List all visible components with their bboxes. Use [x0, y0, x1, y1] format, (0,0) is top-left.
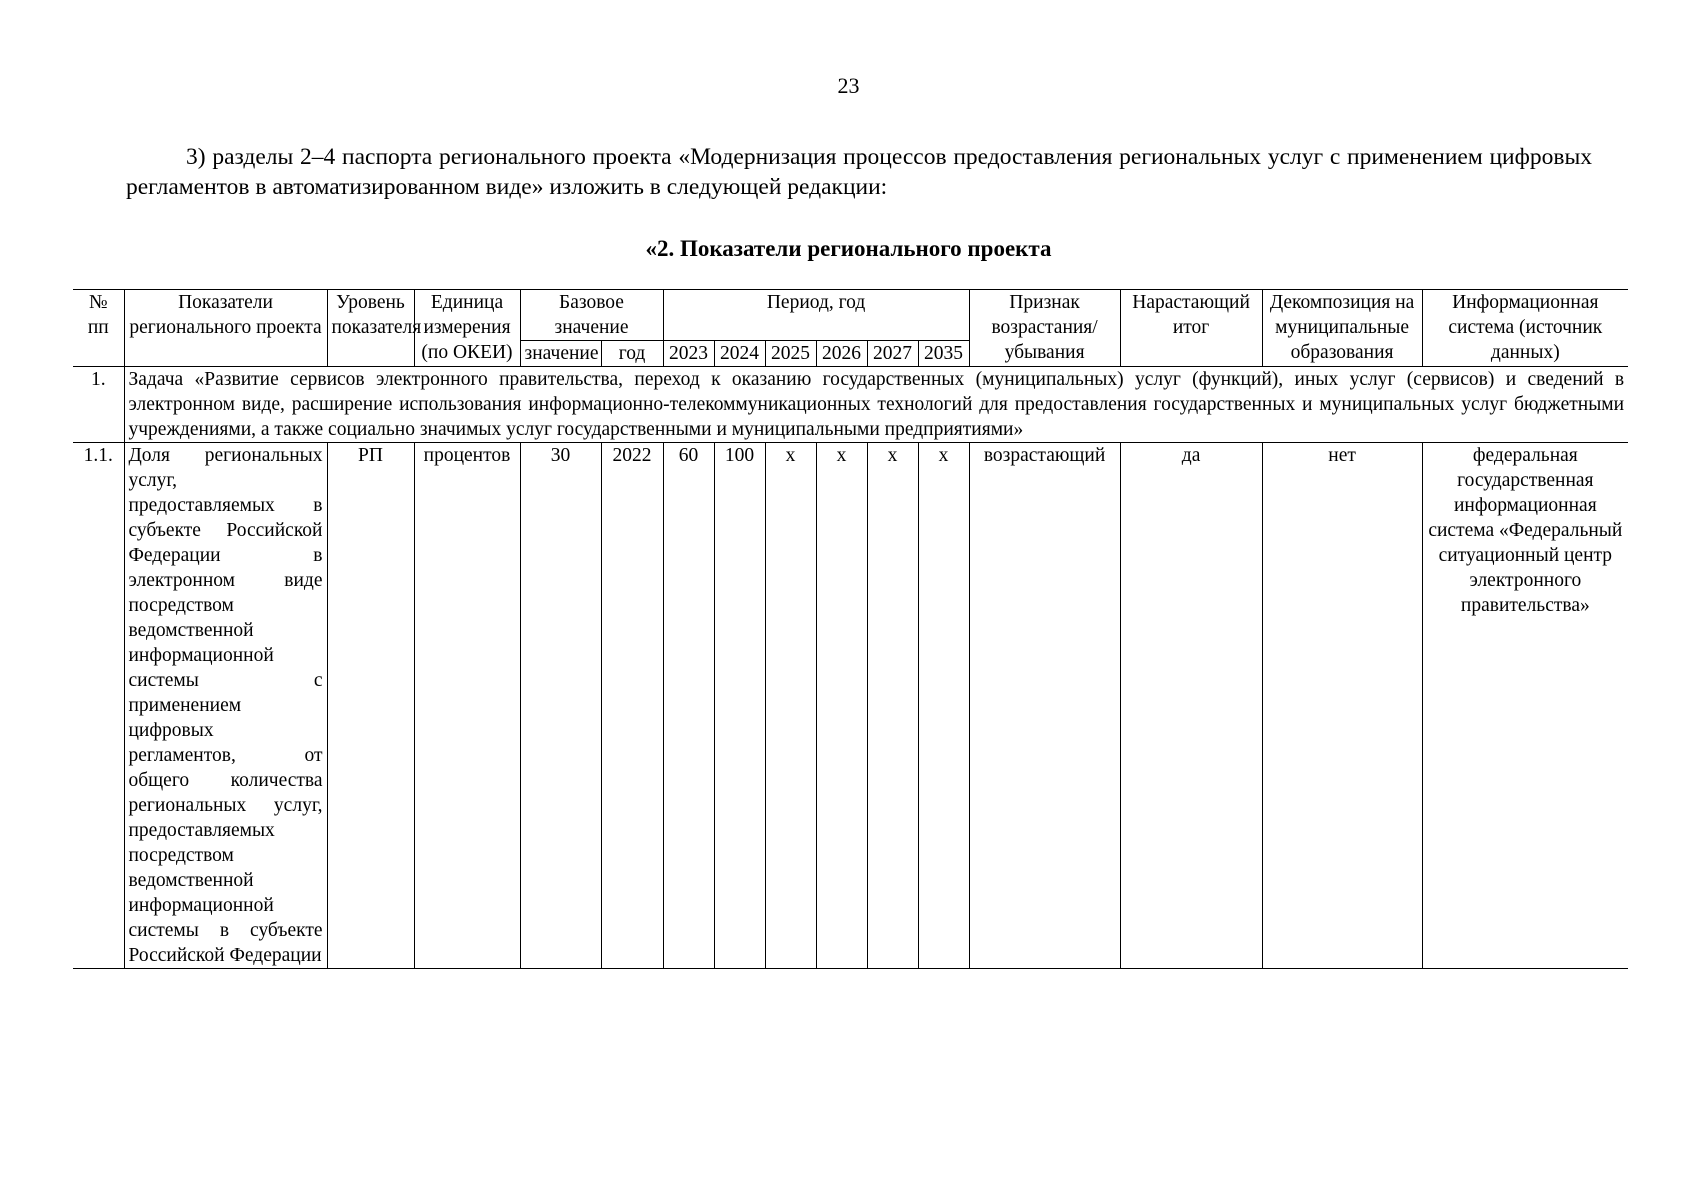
task-num: 1. [73, 367, 124, 443]
intro-paragraph: 3) разделы 2–4 паспорта регионального проекта «Модернизация процессов предоставления региональных услуг с применением цифровых регламентов в автоматизированном виде» изложить в следующей редакции: [126, 144, 1592, 200]
header-period: Период, год [663, 290, 969, 341]
header-cumulative: Нарастающий итог [1120, 290, 1262, 367]
row-year-value: х [918, 443, 969, 969]
task-text: Задача «Развитие сервисов электронного правительства, переход к оказанию государственных (муниципальных) услуг (функций), иных услуг (сервисов) и сведений в электронном виде, расширение использования информационно-телекоммуникационных технологий для предоставления государственных и муниципальных услуг бюджетными учреждениями, а также социально значимых услуг государственными и муниципальными предприятиями» [124, 367, 1628, 443]
header-row-1 [73, 290, 1628, 341]
section-title: «2. Показатели регионального проекта [645, 236, 1052, 261]
header-year: 2026 [816, 341, 867, 367]
header-level: Уровень показателя [327, 290, 414, 367]
header-indicator: Показатели регионального проекта [124, 290, 327, 367]
page-number: 23 [837, 73, 860, 98]
header-year: 2035 [918, 341, 969, 367]
row-year-value: 60 [663, 443, 714, 969]
table-row [73, 443, 1628, 969]
header-year: 2025 [765, 341, 816, 367]
task-row [73, 367, 1628, 443]
header-num: № пп [73, 290, 124, 367]
indicators-table [73, 289, 1628, 969]
row-base-year: 2022 [601, 443, 663, 969]
row-year-value: х [867, 443, 918, 969]
row-info-system: федеральная государственная информационная система «Федеральный ситуационный центр электронного правительства» [1422, 443, 1628, 969]
header-year: 2027 [867, 341, 918, 367]
row-base-value: 30 [520, 443, 601, 969]
row-indicator: Доля региональных услуг, предоставляемых в субъекте Российской Федерации в электронном виде посредством ведомственной информационной системы с применением цифровых регламентов, от общего количества региональных услуг, предоставляемых посредством ведомственной информационной системы в субъекте Российской Федерации [124, 443, 327, 969]
row-year-value: х [765, 443, 816, 969]
row-year-value: 100 [714, 443, 765, 969]
header-decomposition: Декомпозиция на муниципальные образования [1262, 290, 1422, 367]
row-sign: возрастающий [969, 443, 1120, 969]
header-sign: Признак возрастания/ убывания [969, 290, 1120, 367]
header-base-year: год [601, 341, 663, 367]
row-decomposition: нет [1262, 443, 1422, 969]
row-year-value: х [816, 443, 867, 969]
header-base: Базовое значение [520, 290, 663, 341]
row-num: 1.1. [73, 443, 124, 969]
row-cumulative: да [1120, 443, 1262, 969]
row-level: РП [327, 443, 414, 969]
header-unit: Единица измерения (по ОКЕИ) [414, 290, 520, 367]
header-year: 2024 [714, 341, 765, 367]
header-base-value: значение [520, 341, 601, 367]
header-year: 2023 [663, 341, 714, 367]
row-unit: процентов [414, 443, 520, 969]
header-info-system: Информационная система (источник данных) [1422, 290, 1628, 367]
